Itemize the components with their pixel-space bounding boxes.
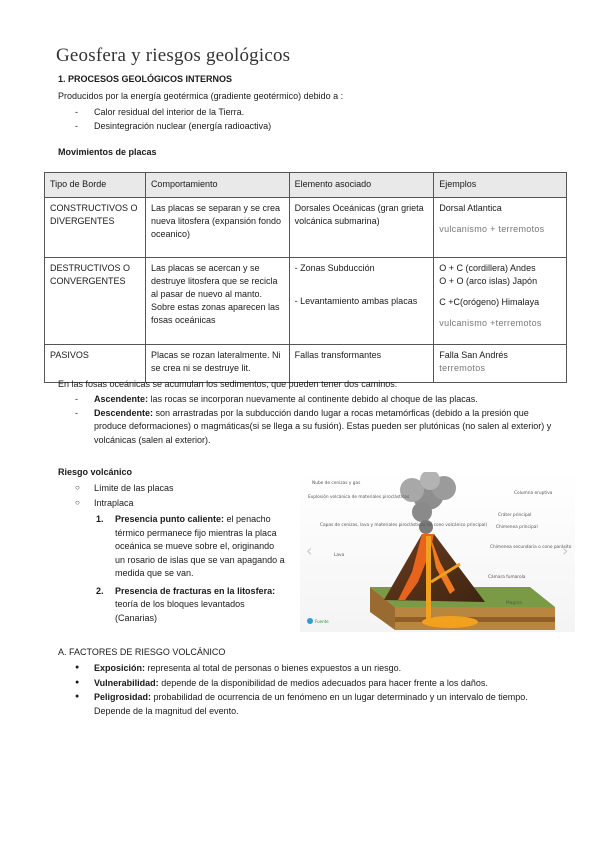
energy-sources-list xyxy=(58,106,271,133)
label-camara: Cámara fumarola xyxy=(488,575,526,580)
label-explosion: Explosión volcánica de materiales piroclásticos xyxy=(308,495,410,500)
list-item xyxy=(58,407,558,448)
label-lava: Lava xyxy=(334,553,345,558)
cell-tipo: DESTRUCTIVOS O CONVERGENTES xyxy=(45,258,146,345)
label-capas: Capas de cenizas, lava y materiales piroclásticos (el cono volcánico principal) xyxy=(320,523,488,528)
elemento-line: Fallas transformantes xyxy=(294,350,382,360)
term-text: las rocas se incorporan nuevamente al continente debido al choque de las placas. xyxy=(148,394,478,404)
plates-heading: Movimientos de placas xyxy=(58,147,157,157)
ejemplo-note: vulcanismo +terremotos xyxy=(439,318,542,329)
ejemplo-line: Dorsal Atlantica xyxy=(439,203,502,213)
cell-comportamiento: Las placas se separan y se crea nueva litosfera (expansión fondo oceanico) xyxy=(145,198,289,258)
term-label: Vulnerabilidad: xyxy=(94,677,159,688)
source-logo-icon xyxy=(307,618,313,624)
column-header: Tipo de Borde xyxy=(45,173,146,198)
table-row xyxy=(45,345,567,383)
plate-borders-table xyxy=(44,172,567,383)
elemento-line: - Zonas Subducción xyxy=(294,263,375,273)
main-conduit xyxy=(426,536,431,622)
label-chimenea-sec: Chimenea secundaria o cono parásito xyxy=(490,545,572,550)
column-header: Ejemplos xyxy=(434,173,567,198)
label-columna: Columna eruptiva xyxy=(514,491,553,496)
elemento-line: Dorsales Oceánicas (gran grieta volcánica submarina) xyxy=(294,203,424,227)
column-header: Elemento asociado xyxy=(289,173,434,198)
item-number: 1. xyxy=(96,514,104,524)
term-label: Descendente: xyxy=(94,407,154,418)
term-label: Ascendente: xyxy=(94,394,149,404)
table-row xyxy=(45,198,567,258)
list-item: ○ Intraplaca xyxy=(58,497,174,512)
factors-heading: A. FACTORES DE RIESGO VOLCÁNICO xyxy=(58,647,226,657)
cell-ejemplos xyxy=(434,345,567,383)
list-item xyxy=(96,513,286,581)
label-crater: Cráter principal xyxy=(498,513,532,518)
sediment-paths-list xyxy=(58,393,558,447)
source-logo-text: Fuente xyxy=(315,619,329,624)
chevron-left-icon[interactable]: ‹ xyxy=(306,541,313,560)
label-nube: Nube de cenizas y gas xyxy=(312,481,361,486)
cell-ejemplos xyxy=(434,258,567,345)
term-label: Presencia de fracturas en la litosfera: xyxy=(115,585,276,596)
term-label: Presencia punto caliente: xyxy=(115,514,225,524)
item-number: 2. xyxy=(96,585,104,596)
term-text: teoría de los bloques levantados (Canarias) xyxy=(115,599,245,623)
ejemplo-note: terremotos xyxy=(439,363,486,374)
term-label: Peligrosidad: xyxy=(94,692,152,702)
list-item xyxy=(96,585,286,626)
term-text: son arrastradas por la subducción dando lugar a rocas metamórficas (debido a la presión que produce deformaciones) o magmáticas(si se llega a su fusión). Estas pueden ser plutónicas (no salen al exterior) y volcánicas (salen al exterior). xyxy=(94,407,552,445)
list-item xyxy=(58,691,558,718)
term-text: probabilidad de ocurrencia de un fenómeno en un lugar determinado y un intervalo de tiempo. Depende de la magnitud del evento. xyxy=(94,692,528,716)
term-label: Exposición: xyxy=(94,663,146,673)
volcano-diagram xyxy=(300,472,575,632)
column-header: Comportamiento xyxy=(145,173,289,198)
table-row xyxy=(45,258,567,345)
cell-ejemplos xyxy=(434,198,567,258)
section-heading: 1. PROCESOS GEOLÓGICOS INTERNOS xyxy=(58,74,233,84)
term-text: depende de la disponibilidad de medios adecuados para hacer frente a los daños. xyxy=(158,677,488,688)
list-item xyxy=(58,393,558,407)
cell-elemento xyxy=(289,258,434,345)
label-magma: Magma xyxy=(506,601,522,606)
section-intro: Producidos por la energía geotérmica (gradiente geotérmico) debido a : xyxy=(58,91,344,101)
label-chimenea: Chimenea principal xyxy=(496,525,538,530)
cell-tipo: PASIVOS xyxy=(45,345,146,383)
term-text: el penacho térmico permanece fijo mientras la placa oceánica se mueve sobre el, originando un rosario de islas que se van apagando a medida que se van. xyxy=(115,514,285,578)
intraplate-causes-list xyxy=(96,513,286,629)
term-text: representa al total de personas o bienes expuestos a un riesgo. xyxy=(145,663,402,673)
volcanic-risk-list xyxy=(58,482,174,512)
volcanic-risk-heading: Riesgo volcánico xyxy=(58,467,133,477)
elemento-line: - Levantamiento ambas placas xyxy=(294,296,418,307)
cell-elemento xyxy=(289,345,434,383)
list-item xyxy=(58,677,558,691)
list-item xyxy=(58,662,558,676)
ejemplo-line: Falla San Andrés xyxy=(439,350,508,360)
cell-comportamiento: Las placas se acercan y se destruye litosfera que se recicla al pasar de nuevo al manto. Sobre estas zonas aparecen las fosas oceánicas xyxy=(145,258,289,345)
page-title: Geosfera y riesgos geológicos xyxy=(56,45,291,66)
cell-elemento xyxy=(289,198,434,258)
list-item: ○ Límite de las placas xyxy=(58,482,174,497)
cell-comportamiento: Placas se rozan lateralmente. Ni se crea ni se destruye lit. xyxy=(145,345,289,383)
ejemplo-line: O + C (cordillera) Andes xyxy=(439,263,536,273)
risk-factors-list xyxy=(58,662,558,719)
fosas-intro: En las fosas oceánicas se acumulan los sedimentos, que pueden tener dos caminos: xyxy=(58,379,398,389)
list-item: - Calor residual del interior de la Tierra. xyxy=(58,106,271,120)
ejemplo-line: C +C(orógeno) Himalaya xyxy=(439,297,540,308)
list-item: - Desintegración nuclear (energía radioactiva) xyxy=(58,120,271,134)
table-header-row xyxy=(45,173,567,198)
ejemplo-note: vulcanismo + terremotos xyxy=(439,224,545,235)
chevron-right-icon[interactable]: › xyxy=(562,541,569,560)
ejemplo-line: O + O (arco islas) Japón xyxy=(439,276,538,287)
cell-tipo: CONSTRUCTIVOS O DIVERGENTES xyxy=(45,198,146,258)
